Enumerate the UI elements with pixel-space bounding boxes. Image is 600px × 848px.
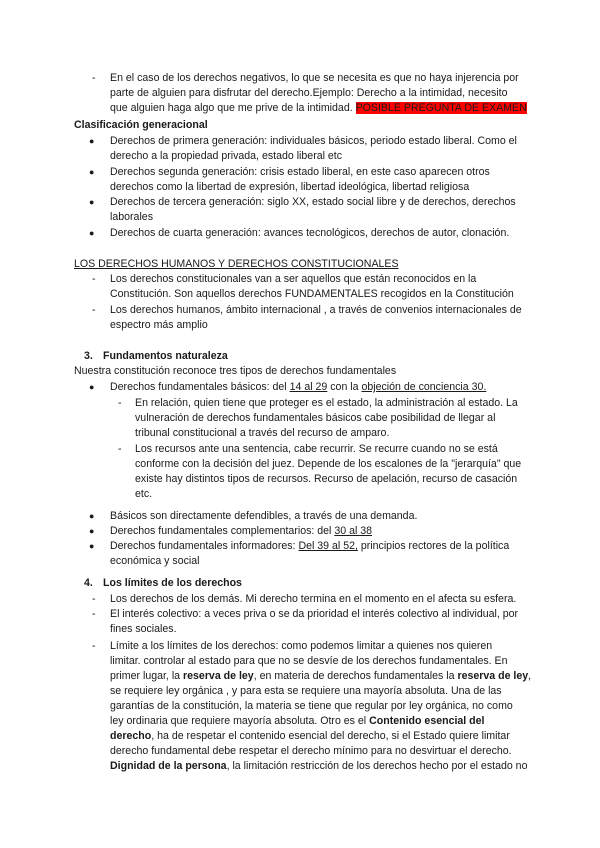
p1-line-1: En el caso de los derechos negativos, lo que se necesita es que no haya injerencia por [110, 72, 519, 84]
exam-highlight: POSIBLE PREGUNTA DE EXAMEN [355, 102, 527, 114]
bullet-dot: ● [89, 526, 95, 536]
bullet-dot: ● [89, 382, 95, 392]
s3-sub1-line-2: vulneración de derechos fundamentales básicos cabe posibilidad de llegar al [135, 412, 496, 424]
dash-bullet: - [92, 304, 96, 316]
s4-d3-line-7: derecho, ha de respetar el contenido esencial del derecho, si el Estado quiere limitar [110, 730, 510, 742]
dh-b1-line-1: Los derechos constitucionales van a ser aquellos que están reconocidos en la [110, 273, 477, 285]
s3-basic-defend: Básicos son directamente defendibles, a través de una demanda. [110, 510, 418, 522]
dash-bullet: - [92, 273, 96, 285]
dash-bullet: - [92, 593, 96, 605]
dash-bullet: - [118, 397, 122, 409]
p1-line-2: parte de alguien para disfrutar del derecho.Ejemplo: Derecho a la intimidad, necesito [110, 87, 508, 99]
s4-d1: Los derechos de los demás. Mi derecho termina en el momento en el afecta su esfera. [110, 593, 517, 605]
gen2-line-2: derechos como la libertad de expresión, libertad ideológica, libertad religiosa [110, 181, 470, 193]
s4-d3-line-9: Dignidad de la persona, la limitación restricción de los derechos hecho por el estado no [110, 760, 528, 772]
bullet-dot: ● [89, 511, 95, 521]
gen2-line-1: Derechos segunda generación: crisis estado liberal, en este caso aparecen otros [110, 166, 490, 178]
bullet-dot: ● [89, 541, 95, 551]
s3-sub2-line-4: etc. [135, 488, 153, 500]
dash-bullet: - [118, 443, 122, 455]
s3-complementary: Derechos fundamentales complementarios: del 30 al 38 [110, 525, 373, 537]
s4-d3-line-8: derecho fundamental debe respetar el derecho mínimo para no desvirtuar el derecho. [110, 745, 512, 757]
section-3-title: Fundamentos naturaleza [103, 350, 228, 362]
bullet-dot: ● [89, 197, 95, 207]
dash-bullet: - [92, 640, 96, 652]
s3-sub2-line-1: Los recursos ante una sentencia, cabe recurrir. Se recurre cuando no se está [135, 443, 498, 455]
s4-d3-line-3: primer lugar, la reserva de ley, en materia de derechos fundamentales la reserva de ley, [110, 670, 532, 682]
clasif-title: Clasificación generacional [74, 119, 208, 131]
dash-bullet: - [92, 608, 96, 620]
s4-d3-line-6: ley ordinaria que requiere mayoría absoluta. Otro es el Contenido esencial del [110, 715, 485, 727]
dash-bullet: - [92, 72, 96, 84]
bullet-dot: ● [89, 167, 95, 177]
gen1-line-2: derecho a la propiedad privada, estado liberal etc [110, 150, 343, 162]
bullet-dot: ● [89, 228, 95, 238]
dh-b1-line-2: Constitución. Son aquellos derechos FUNDAMENTALES recogidos en la Constitución [110, 288, 514, 300]
s3-sub2-line-3: existe hay distintos tipos de recursos. Recurso de apelación, recurso de casación [135, 473, 518, 485]
dh-title: LOS DERECHOS HUMANOS Y DERECHOS CONSTITUCIONALES [74, 258, 399, 270]
s3-sub2-line-2: conforme con la decisión del juez. Depende de los escalones de la "jerarquía" que [135, 458, 522, 470]
dh-b2-line-2: espectro más amplio [110, 319, 208, 331]
gen3-line-1: Derechos de tercera generación: siglo XX, estado social libre y de derechos, derechos [110, 196, 516, 208]
s3-basic-line: Derechos fundamentales básicos: del 14 al 29 con la objeción de conciencia 30. [110, 381, 487, 393]
s3-informers-line-2: económica y social [110, 555, 200, 567]
s3-sub1-line-3: tribunal constitucional a través del recurso de amparo. [135, 427, 390, 439]
s4-d2-line-1: El interés colectivo: a veces priva o se da prioridad el interés colectivo al individual, por [110, 608, 519, 620]
dh-b2-line-1: Los derechos humanos, ámbito internacional , a través de convenios internacionales de [110, 304, 522, 316]
s3-intro: Nuestra constitución reconoce tres tipos de derechos fundamentales [74, 365, 397, 377]
s3-sub1-line-1: En relación, quien tiene que proteger es el estado, la administración al estado. La [135, 397, 518, 409]
s4-d3-line-2: limitar. controlar al estado para que no se desvíe de los derechos fundamentales. En [110, 655, 508, 667]
gen3-line-2: laborales [110, 211, 153, 223]
s4-d3-line-1: Límite a los límites de los derechos: como podemos limitar a quienes nos quieren [110, 640, 493, 652]
s3-informers-line-1: Derechos fundamentales informadores: Del 39 al 52, principios rectores de la política [110, 540, 510, 552]
bullet-dot: ● [89, 136, 95, 146]
section-4-number: 4. [84, 577, 93, 589]
gen1-line-1: Derechos de primera generación: individuales básicos, periodo estado liberal. Como el [110, 135, 517, 147]
s4-d3-line-5: garantías de la constitución, la materia se tiene que regular por ley orgánica, no como [110, 700, 513, 712]
section-4-title: Los límites de los derechos [103, 577, 242, 589]
p1-line-3: que alguien haga algo que me prive de la intimidad. POSIBLE PREGUNTA DE EXAMEN [110, 102, 527, 114]
section-3-number: 3. [84, 350, 93, 362]
s4-d3-line-4: se requiere ley orgánica , y para esta se requiere una mayoría absoluta. Una de las [110, 685, 502, 697]
gen4-line: Derechos de cuarta generación: avances tecnológicos, derechos de autor, clonación. [110, 227, 510, 239]
s4-d2-line-2: fines sociales. [110, 623, 177, 635]
